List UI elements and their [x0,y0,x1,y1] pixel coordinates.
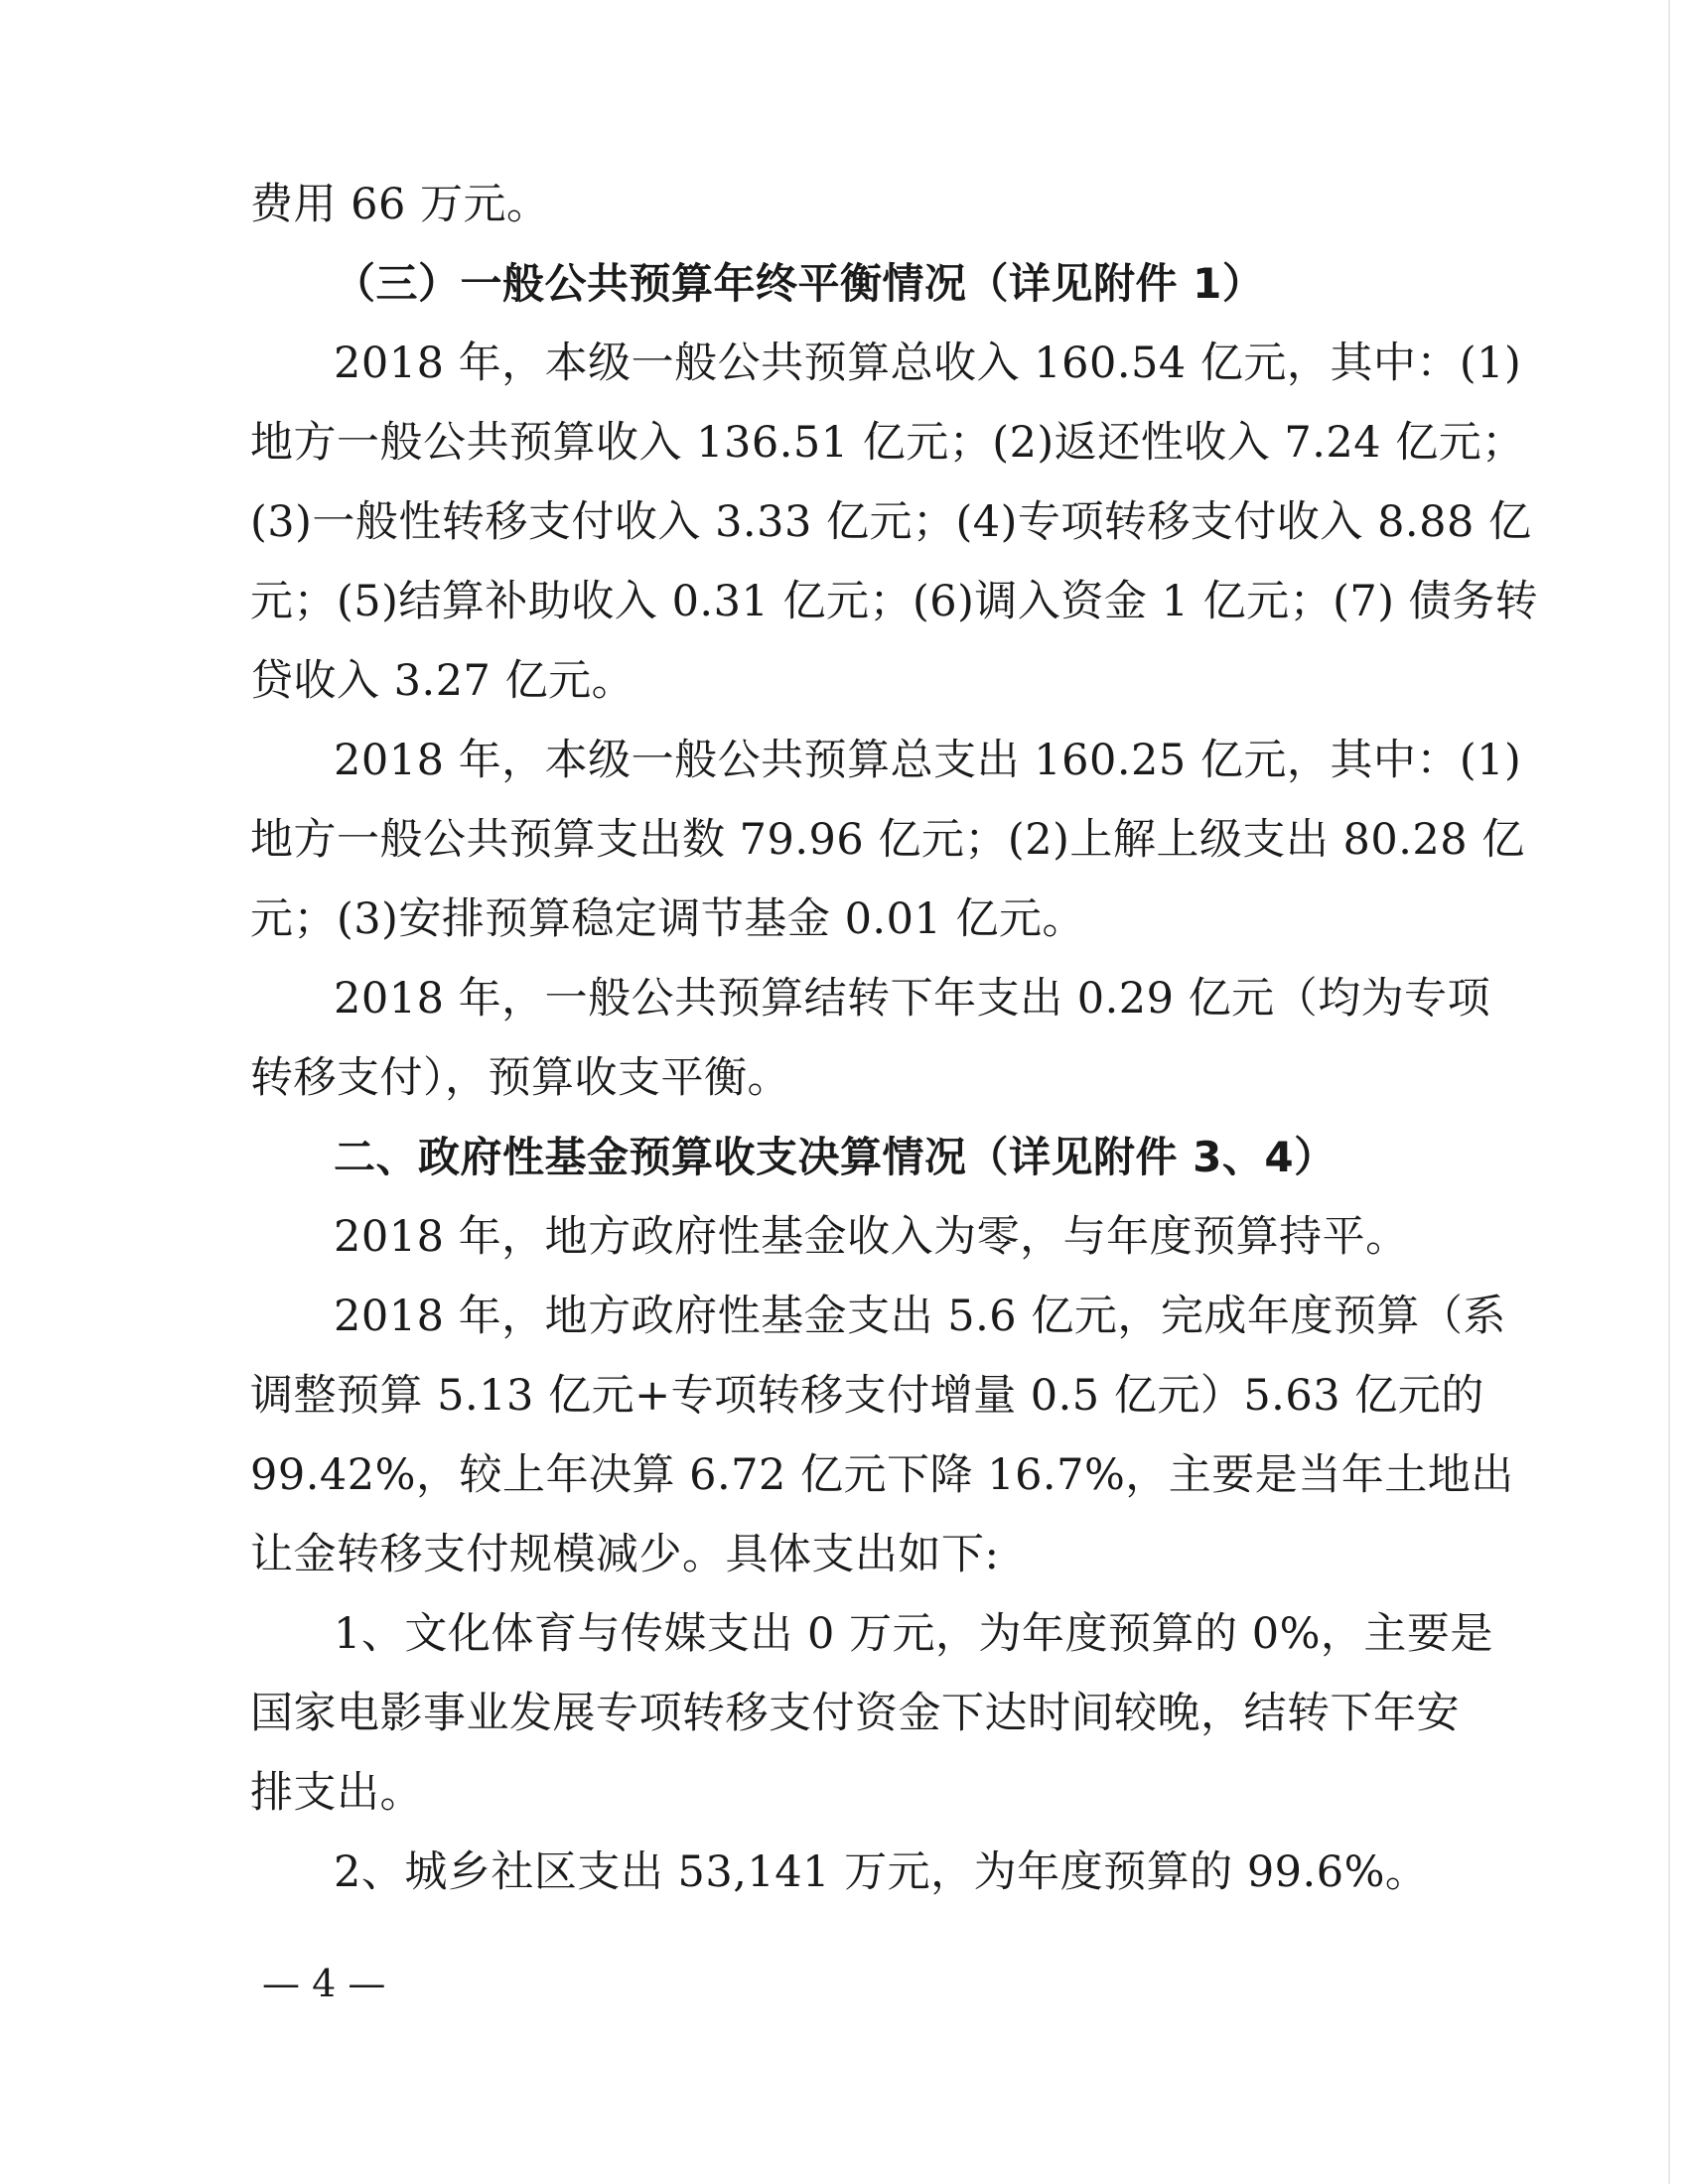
paragraph-line: 费用 66 万元。 [250,180,550,229]
paragraph-line: 排支出。 [250,1768,423,1818]
paragraph-line: 2018 年，本级一般公共预算总收入 160.54 亿元，其中：(1) [334,339,1522,388]
paragraph-line: 调整预算 5.13 亿元+专项转移支付增量 0.5 亿元）5.63 亿元的 [250,1371,1484,1421]
paragraph-line: 2018 年，地方政府性基金支出 5.6 亿元，完成年度预算（系 [334,1292,1506,1341]
section-heading: （三）一般公共预算年终平衡情况（详见附件 1） [334,259,1265,308]
paragraph-line: 国家电影事业发展专项转移支付资金下达时间较晚，结转下年安 [250,1689,1460,1738]
paragraph-line: 贷收入 3.27 亿元。 [250,656,635,706]
paragraph-line: 地方一般公共预算支出数 79.96 亿元；(2)上解上级支出 80.28 亿 [250,815,1525,865]
paragraph-line: 2018 年，一般公共预算结转下年支出 0.29 亿元（均为专项 [334,974,1491,1024]
paragraph-line: 2、城乡社区支出 53,141 万元，为年度预算的 99.6%。 [334,1847,1429,1897]
page-edge [1668,0,1670,2184]
paragraph-line: 2018 年，地方政府性基金收入为零，与年度预算持平。 [334,1212,1409,1262]
paragraph-line: 转移支付），预算收支平衡。 [250,1053,790,1103]
paragraph-line: (3)一般性转移支付收入 3.33 亿元；(4)专项转移支付收入 8.88 亿 [250,497,1532,547]
page-number: — 4 — [262,1962,386,2005]
paragraph-line: 1、文化体育与传媒支出 0 万元，为年度预算的 0%，主要是 [334,1609,1493,1659]
paragraph-line: 地方一般公共预算收入 136.51 亿元；(2)返还性收入 7.24 亿元； [250,418,1525,468]
paragraph-line: 元；(3)安排预算稳定调节基金 0.01 亿元。 [250,894,1085,944]
paragraph-line: 2018 年，本级一般公共预算总支出 160.25 亿元，其中：(1) [334,736,1522,785]
paragraph-line: 99.42%，较上年决算 6.72 亿元下降 16.7%，主要是当年土地出 [250,1450,1514,1500]
paragraph-line: 让金转移支付规模减少。具体支出如下: [250,1530,1000,1579]
section-heading: 二、政府性基金预算收支决算情况（详见附件 3、4） [334,1133,1336,1181]
paragraph-line: 元；(5)结算补助收入 0.31 亿元；(6)调入资金 1 亿元；(7) 债务转 [250,577,1539,626]
